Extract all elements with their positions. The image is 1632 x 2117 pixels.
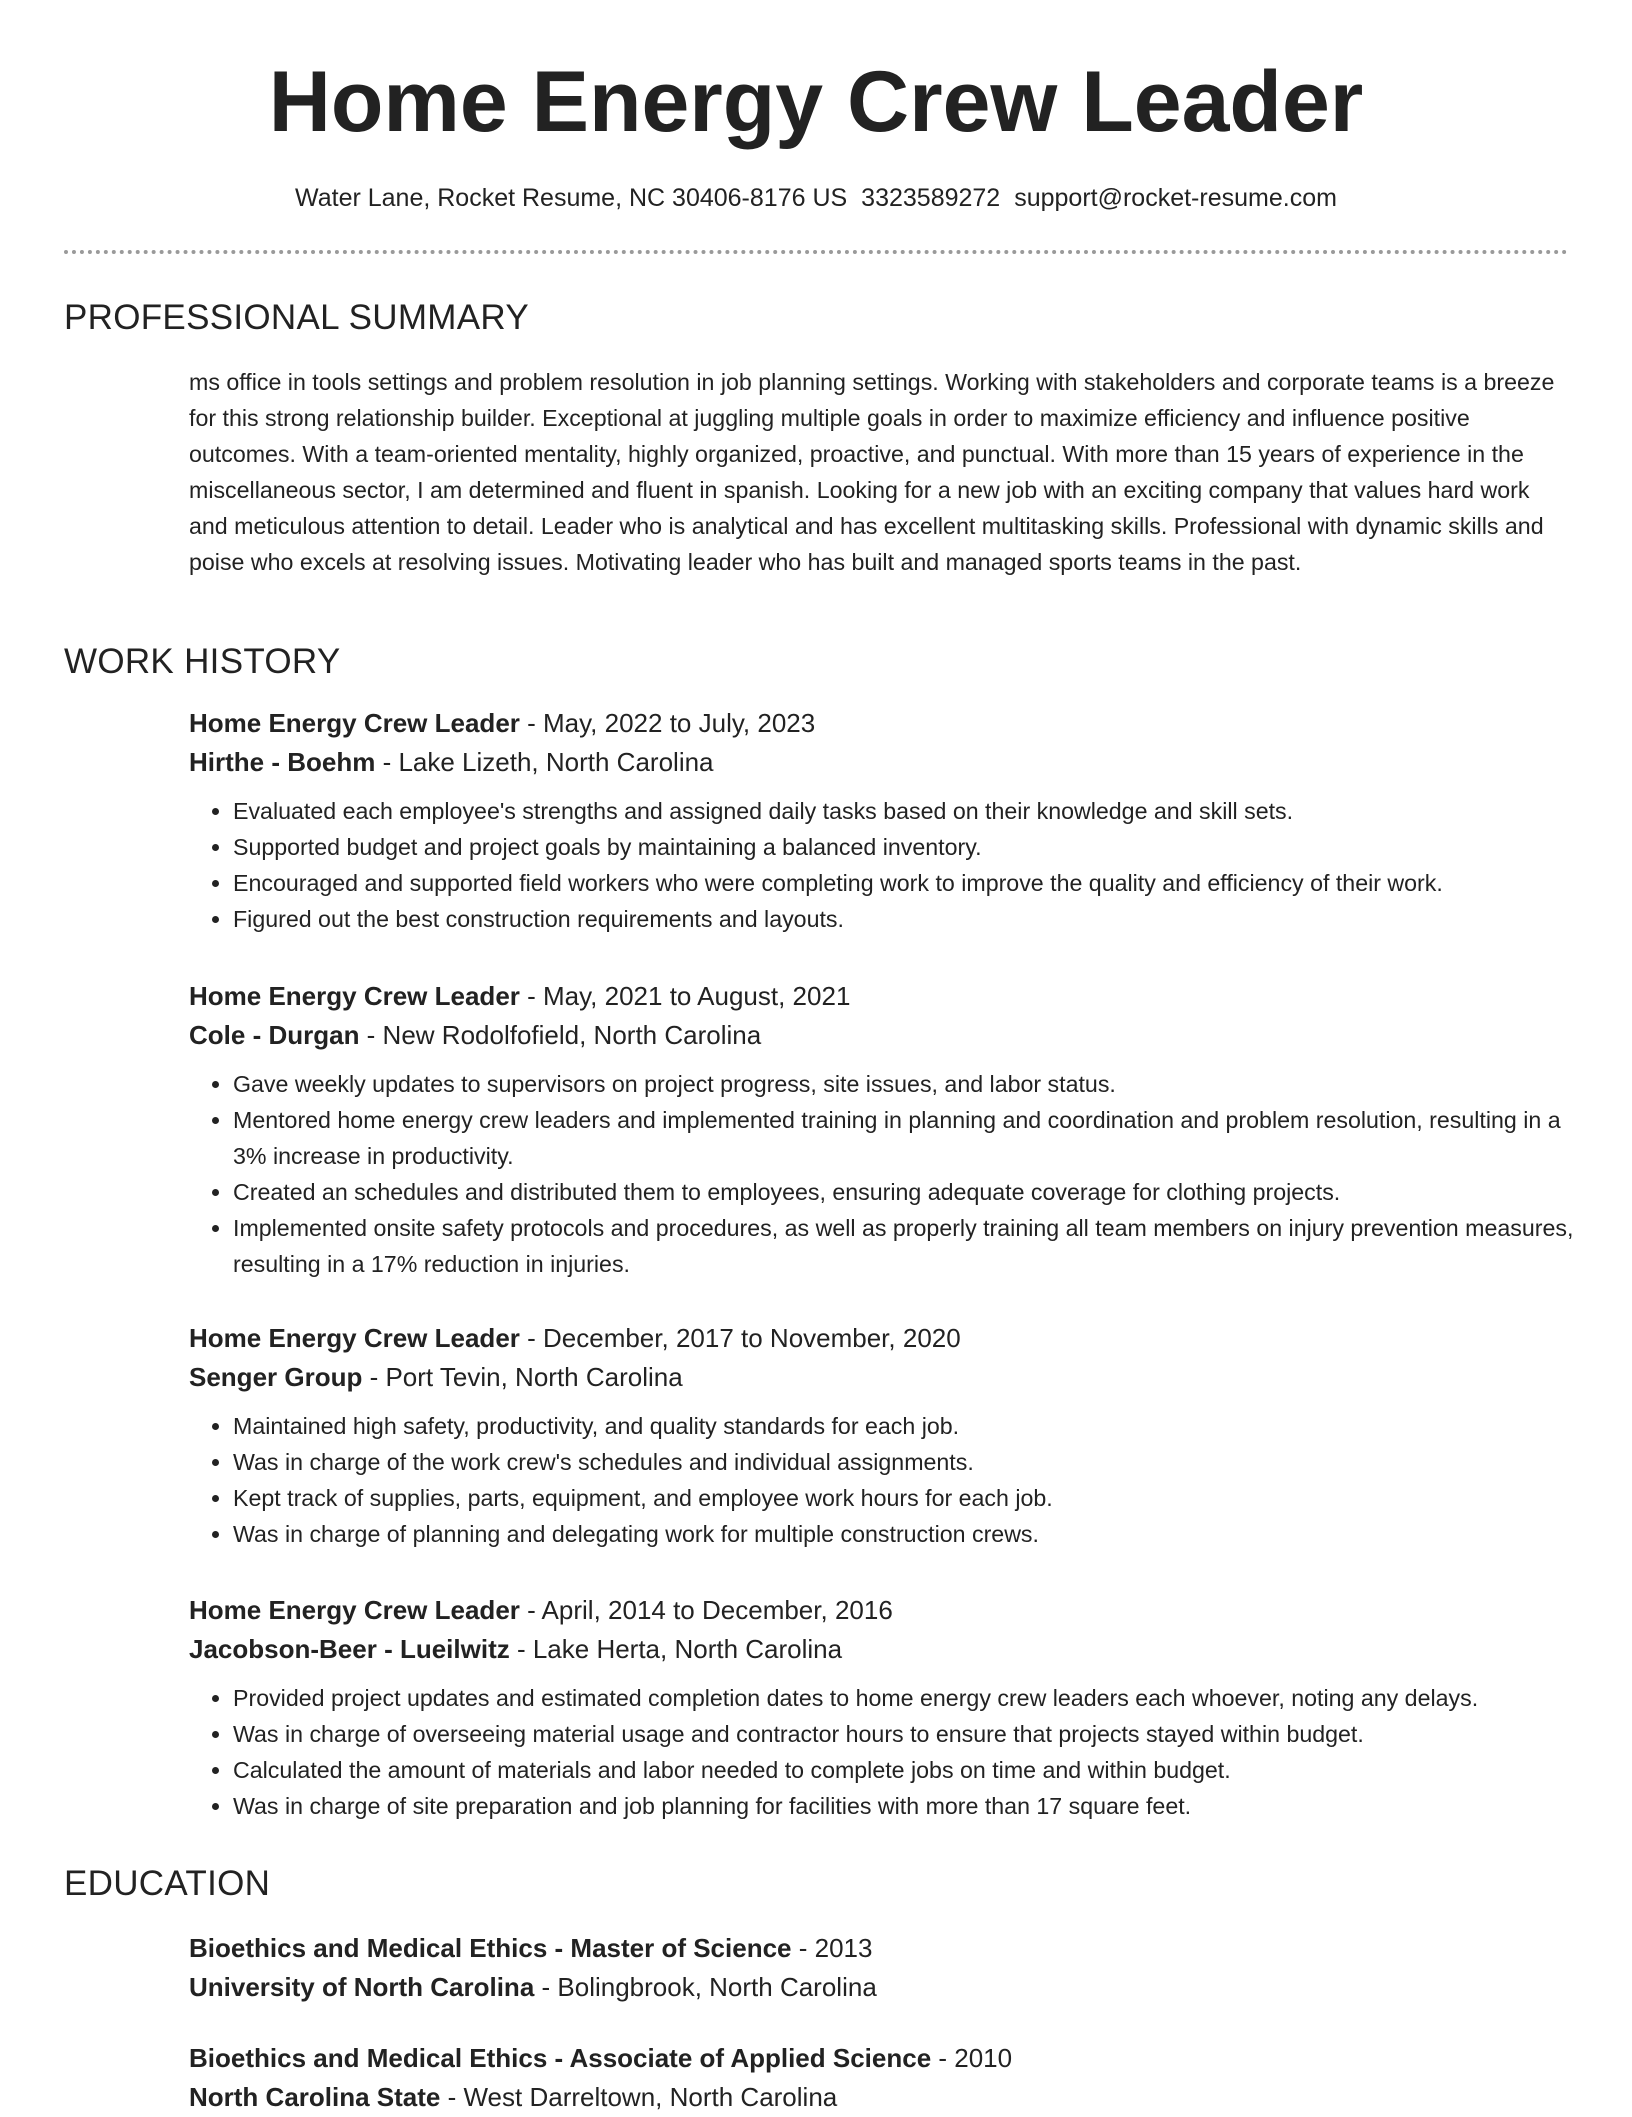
contact-address: Water Lane, Rocket Resume, NC 30406-8176 US [295,184,848,212]
job-dates: - April, 2014 to December, 2016 [519,1595,893,1625]
job-location: - New Rodolfofield, North Carolina [359,1020,762,1050]
job-title-line [189,1319,1579,1358]
job-title: Home Energy Crew Leader [189,981,520,1011]
job-bullet: • Figured out the best construction requirements and layouts. [233,901,1579,937]
job-bullets [189,1066,1579,1282]
job-location: - Lake Lizeth, North Carolina [375,747,714,777]
contact-phone: 3323589272 [861,184,1001,212]
education-degree-line [189,2039,1579,2078]
job-dates: - May, 2022 to July, 2023 [519,708,816,738]
education-school-line [189,1968,1579,2007]
job-bullets [189,1680,1579,1824]
job-bullet: • Was in charge of overseeing material usage and contractor hours to ensure that projects stayed within budget. [233,1716,1579,1752]
header-divider [64,250,1568,254]
job-bullet: • Encouraged and supported field workers who were completing work to improve the quality and efficiency of their work. [233,865,1579,901]
job-entry [189,704,1579,937]
education-degree-line [189,1929,1579,1968]
job-company: Senger Group [189,1362,363,1392]
job-bullet: • Was in charge of planning and delegating work for multiple construction crews. [233,1516,1579,1552]
education-entry [189,2039,1579,2117]
job-company-line [189,1630,1579,1669]
summary-text: ms office in tools settings and problem resolution in job planning settings. Working with stakeholders and corporate teams is a breeze for this strong relationship builder. Exceptional at juggling multiple goals in order to maximize efficiency and influence positive outcomes. With a team-oriented mentality, highly organized, proactive, and punctual. With more than 15 years of experience in the miscellaneous sector, I am determined and fluent in spanish. Looking for a new job with an exciting company that values hard work and meticulous attention to detail. Leader who is analytical and has excellent multitasking skills. Professional with dynamic skills and poise who excels at resolving issues. Motivating leader who has built and managed sports teams in the past. [189,369,1555,575]
job-bullet: • Created an schedules and distributed them to employees, ensuring adequate coverage for clothing projects. [233,1174,1579,1210]
education-school-line [189,2078,1579,2117]
job-entry [189,1591,1579,1824]
contact-email: support@rocket-resume.com [1014,184,1337,212]
job-bullet: • Kept track of supplies, parts, equipment, and employee work hours for each job. [233,1480,1579,1516]
job-bullet: • Was in charge of site preparation and job planning for facilities with more than 17 square feet. [233,1788,1579,1824]
job-bullet: • Provided project updates and estimated completion dates to home energy crew leaders each whoever, noting any delays. [233,1680,1579,1716]
section-title-work-history: WORK HISTORY [64,642,341,681]
job-company: Cole - Durgan [189,1020,360,1050]
education-year: - 2013 [791,1933,873,1963]
job-title-line [189,1591,1579,1630]
contact-line [0,181,1632,215]
job-entry [189,1319,1579,1552]
education-degree: Bioethics and Medical Ethics - Associate of Applied Science [189,2043,932,2073]
job-title: Home Energy Crew Leader [189,708,520,738]
resume-name: Home Energy Crew Leader [268,54,1364,150]
job-title-line [189,704,1579,743]
job-bullets [189,1408,1579,1552]
job-bullet: • Maintained high safety, productivity, and quality standards for each job. [233,1408,1579,1444]
section-title-summary: PROFESSIONAL SUMMARY [64,298,529,337]
job-company-line [189,1358,1579,1397]
job-title: Home Energy Crew Leader [189,1323,520,1353]
job-dates: - May, 2021 to August, 2021 [519,981,851,1011]
job-bullet: • Calculated the amount of materials and labor needed to complete jobs on time and within budget. [233,1752,1579,1788]
job-location: - Lake Herta, North Carolina [509,1634,843,1664]
section-title-education: EDUCATION [64,1864,271,1903]
job-dates: - December, 2017 to November, 2020 [519,1323,961,1353]
job-company-line [189,1016,1579,1055]
job-title: Home Energy Crew Leader [189,1595,520,1625]
education-school: North Carolina State [189,2082,441,2112]
education-location: - West Darreltown, North Carolina [440,2082,838,2112]
job-bullet: • Gave weekly updates to supervisors on project progress, site issues, and labor status. [233,1066,1579,1102]
job-bullet: • Implemented onsite safety protocols and procedures, as well as properly training all team members on injury prevention measures, resulting in a 17% reduction in injuries. [233,1210,1579,1282]
job-entry [189,977,1579,1282]
job-bullet: • Mentored home energy crew leaders and implemented training in planning and coordination and problem resolution, resulting in a 3% increase in productivity. [233,1102,1579,1174]
education-year: - 2010 [931,2043,1013,2073]
job-bullet: • Supported budget and project goals by maintaining a balanced inventory. [233,829,1579,865]
job-location: - Port Tevin, North Carolina [362,1362,683,1392]
job-company: Hirthe - Boehm [189,747,376,777]
job-company-line [189,743,1579,782]
job-bullets [189,793,1579,937]
job-company: Jacobson-Beer - Lueilwitz [189,1634,510,1664]
education-degree: Bioethics and Medical Ethics - Master of Science [189,1933,792,1963]
job-bullet: • Was in charge of the work crew's schedules and individual assignments. [233,1444,1579,1480]
education-school: University of North Carolina [189,1972,535,2002]
education-entry [189,1929,1579,2007]
education-location: - Bolingbrook, North Carolina [534,1972,877,2002]
job-bullet: • Evaluated each employee's strengths and assigned daily tasks based on their knowledge and skill sets. [233,793,1579,829]
job-title-line [189,977,1579,1016]
